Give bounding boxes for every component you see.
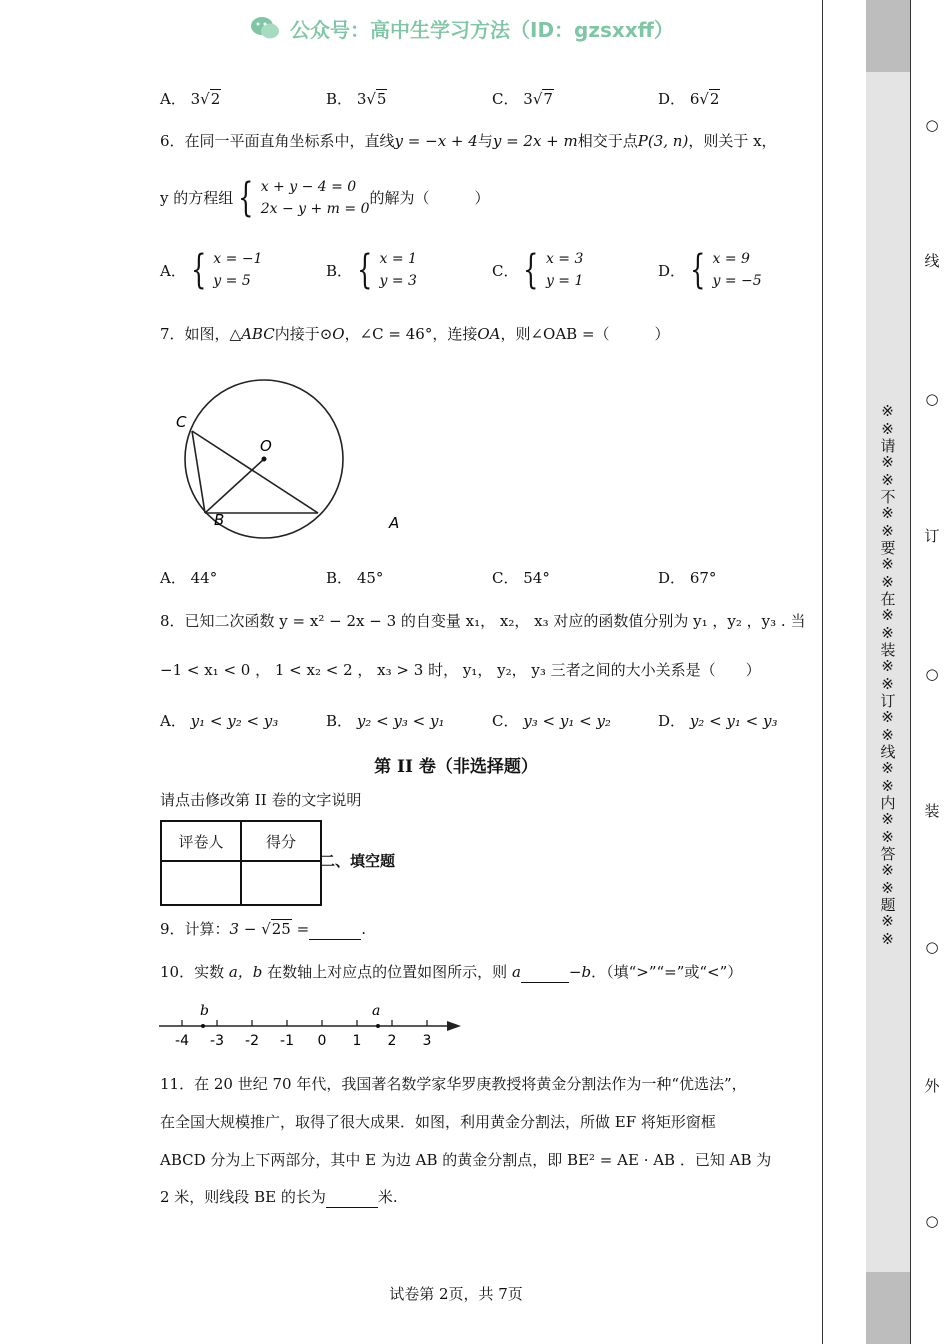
q11-line2: 在全国大规模推广，取得了很大成果．如图，利用黄金分割法，所做 EF 将矩形窗框 [160,1113,716,1131]
header-watermark [250,12,674,44]
q7-option-c: C． 54° [492,569,550,587]
q9-answer-blank[interactable] [309,919,361,940]
q11-line3: ABCD 分为上下两部分，其中 E 为边 AB 的黄金分割点，即 BE² = AE · AB ．已知 AB 为 [160,1151,772,1169]
q11-line4: 2 米，则线段 BE 的长为 米. [160,1188,398,1206]
margin-gray-top [866,0,910,72]
hole-circle-icon: ○ [925,390,939,408]
q5-option-a: A． 3√2 [160,90,221,108]
q6-option-c: C． { x = 3 y = 1 [492,247,584,293]
q8-option-a: A． y₁ < y₂ < y₃ [160,712,279,730]
q5-option-b: B． 3√5 [326,90,387,108]
tick-label: 2 [387,1033,397,1049]
tick-label: 3 [422,1033,432,1049]
score-header-grader: 评卷人 [161,821,241,861]
mark-line: 线 [924,252,940,270]
score-table [160,820,322,906]
label-a: A [389,514,400,532]
score-cell-grader[interactable] [161,861,241,905]
q6-options [160,248,824,292]
part2-title: 第 II 卷（非选择题） [374,757,538,777]
point-b [201,1024,205,1028]
q8-line1: 8．已知二次函数 y = x² − 2x − 3 的自变量 x₁， x₂， x₃ 对应的函数值分别为 y₁ ，y₂ ，y₃ . 当 [160,612,806,630]
q11-line1: 11．在 20 世纪 70 年代，我国著名数学家华罗庚教授将黄金分割法作为一种“优选法”， [160,1075,747,1093]
label-b: b [200,1003,209,1019]
margin-border-right [910,0,911,1344]
hole-circle-icon: ○ [925,116,939,134]
q10-number-line [155,998,467,1054]
label-a: a [372,1003,381,1019]
tick-label: 1 [352,1033,362,1049]
binding-warning-text: ※※请※※不※※要※※在※※装※※订※※线※※内※※答※※题※※ [878,402,897,948]
segment-cb [192,431,318,513]
q10-stem: 10．实数 a，b 在数轴上对应点的位置如图所示，则 a −b．（填“>”“=”或“<”） [160,963,743,981]
q8-options [160,710,824,731]
q5-option-d: D． 6√2 [658,90,720,108]
part2-hint: 请点击修改第 II 卷的文字说明 [160,791,362,809]
q8-line2: −1 < x₁ < 0 ， 1 < x₂ < 2 ， x₃ > 3 时， y₁， y₂， y₃ 三者之间的大小关系是（ ） [160,661,761,679]
q6-equation-system: { x + y − 4 = 0 2x − y + m = 0 [238,175,370,221]
tick-label: -4 [175,1033,189,1049]
margin-gray-bottom [866,1272,910,1344]
label-c: C [176,413,187,431]
q11-answer-blank[interactable] [326,1187,378,1208]
section-fill-blank: 二、填空题 [320,852,396,870]
q6-line1: 6．在同一平面直角坐标系中，直线y = −x + 4与y = 2x + m相交于点P(3, n)，则关于 x， [160,132,777,150]
q7-stem: 7．如图，△ABC内接于⊙O，∠C = 46°，连接OA，则∠OAB =（ ） [160,325,670,343]
mark-zhuang: 装 [924,802,940,820]
hole-circle-icon: ○ [925,938,939,956]
margin-border-left [822,0,823,1344]
q5-option-c: C． 3√7 [492,90,553,108]
tick-label: -3 [210,1033,224,1049]
hole-circle-icon: ○ [925,665,939,683]
q6-option-a: A． { x = −1 y = 5 [160,247,263,293]
score-header-score: 得分 [241,821,321,861]
label-o: O [260,437,272,455]
center-point [262,457,267,462]
wechat-icon [250,15,280,41]
q8-option-b: B． y₂ < y₃ < y₁ [326,712,445,730]
hole-circle-icon: ○ [925,1212,939,1230]
segment-ca [192,431,205,513]
page-footer: 试卷第 2页，共 7页 [389,1285,523,1303]
q7-option-a: A． 44° [160,569,218,587]
q5-options [160,88,824,109]
q8-option-c: C． y₃ < y₁ < y₂ [492,712,611,730]
q6-line2: y 的方程组 { x + y − 4 = 0 2x − y + m = 0 的解为（ ） [160,175,490,221]
q9: 9．计算：3 − √25 = . [160,920,366,938]
q10-answer-blank[interactable] [521,962,569,983]
q7-option-d: D． 67° [658,569,717,587]
mark-ding: 订 [924,527,940,545]
segment-oa [205,459,264,513]
tick-label: -2 [245,1033,259,1049]
binding-dotted-line [924,0,940,1344]
q8-option-d: D． y₂ < y₁ < y₃ [658,712,778,730]
point-a [376,1024,380,1028]
mark-wai: 外 [924,1077,940,1095]
q7-circle-figure [170,370,400,535]
q6-option-d: D． { x = 9 y = −5 [658,247,762,293]
q6-option-b: B． { x = 1 y = 3 [326,247,417,293]
tick-label: 0 [317,1033,327,1049]
q7-options [160,567,824,588]
axis-arrow [447,1021,461,1031]
score-cell-score[interactable] [241,861,321,905]
q7-option-b: B． 45° [326,569,384,587]
tick-label: -1 [280,1033,294,1049]
header-text: 公众号：高中生学习方法（ID：gzsxxff） [290,17,674,42]
label-b: B [214,511,225,529]
